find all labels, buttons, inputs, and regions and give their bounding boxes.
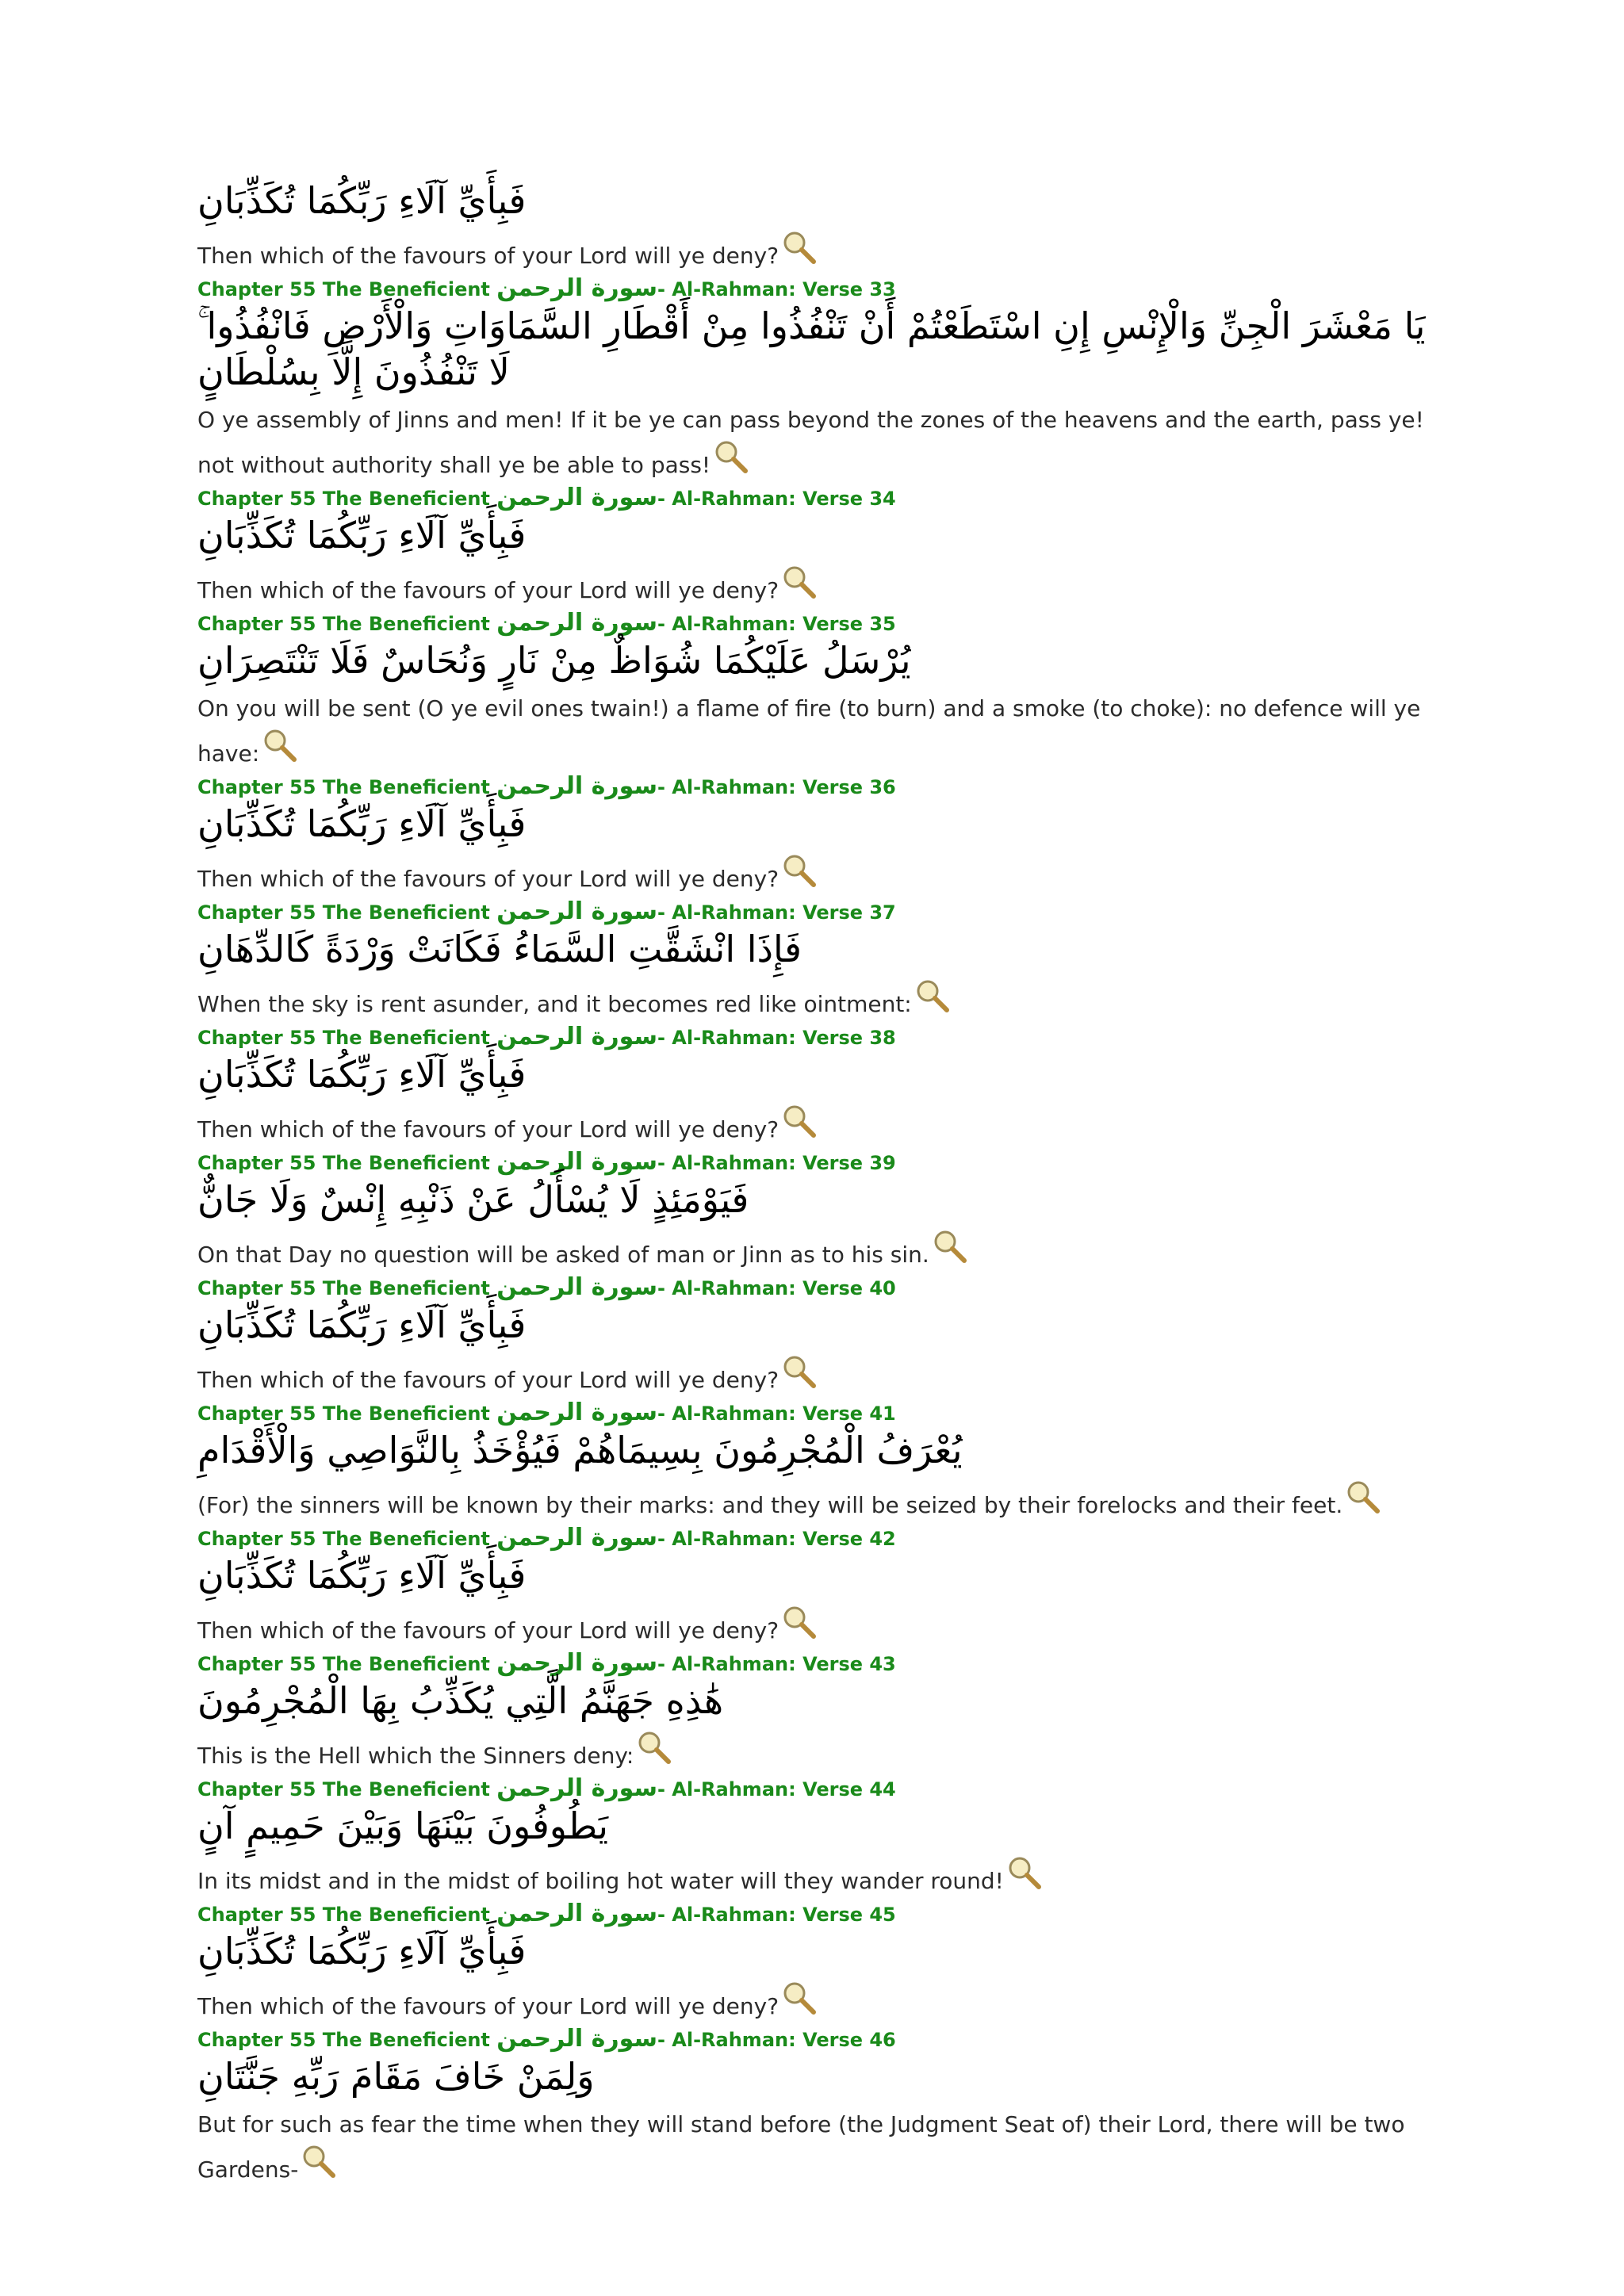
magnifier-icon[interactable] — [1346, 1479, 1381, 1514]
chapter-name-en: The Beneficient — [322, 1027, 490, 1049]
translation-text — [197, 978, 1434, 1024]
verse-word: Verse — [802, 1778, 863, 1800]
chapter-name-tr: Al-Rahman: — [672, 1402, 796, 1425]
magnifier-icon[interactable] — [637, 1730, 672, 1765]
translation-label: On you will be sent (O ye evil ones twain!) a flame of fire (to burn) and a smoke (to choke): no defence will ye have: — [197, 695, 1421, 767]
verse-word: Verse — [802, 776, 863, 798]
chapter-heading: Chapter 55 The Beneficient سورة الرحمن- Al-Rahman: Verse 44 — [197, 1774, 896, 1802]
chapter-heading: Chapter 55 The Beneficient سورة الرحمن- Al-Rahman: Verse 37 — [197, 897, 896, 925]
chapter-name-tr: Al-Rahman: — [672, 776, 796, 798]
arabic-text: يَطُوفُونَ بَيْنَهَا وَبَيْنَ حَمِيمٍ آنٍ — [197, 1804, 609, 1847]
chapter-number: 55 — [289, 488, 316, 510]
verse-word: Verse — [802, 901, 863, 924]
translation-text — [197, 1980, 1434, 2026]
translation-text — [197, 2106, 1434, 2189]
chapter-name-tr: Al-Rahman: — [672, 488, 796, 510]
translation-label: Then which of the favours of your Lord will ye deny? — [197, 1617, 779, 1644]
chapter-name-en: The Beneficient — [322, 278, 490, 300]
arabic-text: فَبِأَيِّ آلَاءِ رَبِّكُمَا تُكَذِّبَانِ — [197, 1554, 527, 1597]
verse-number: 45 — [869, 1904, 896, 1926]
verse-number: 40 — [869, 1277, 896, 1299]
chapter-name-ar: سورة الرحمن — [496, 1148, 657, 1176]
chapter-name-tr: Al-Rahman: — [672, 1904, 796, 1926]
translation-label: Then which of the favours of your Lord will ye deny? — [197, 1116, 779, 1142]
verse-number: 42 — [869, 1528, 896, 1550]
chapter-heading: Chapter 55 The Beneficient سورة الرحمن- Al-Rahman: Verse 40 — [197, 1273, 896, 1301]
verse-word: Verse — [802, 1277, 863, 1299]
magnifier-icon[interactable] — [262, 728, 297, 763]
chapter-heading: Chapter 55 The Beneficient سورة الرحمن- Al-Rahman: Verse 33 — [197, 274, 896, 302]
chapter-number: 55 — [289, 1904, 316, 1926]
verse-block — [197, 1650, 1434, 1775]
chapter-word: Chapter — [197, 1528, 283, 1550]
translation-text — [197, 401, 1434, 484]
chapter-heading: Chapter 55 The Beneficient سورة الرحمن- Al-Rahman: Verse 45 — [197, 1900, 896, 1927]
verse-word: Verse — [802, 1152, 863, 1174]
chapter-name-ar: سورة الرحمن — [496, 609, 657, 637]
arabic-text: فَبِأَيِّ آلَاءِ رَبِّكُمَا تُكَذِّبَانِ — [197, 1303, 527, 1346]
verse-number: 37 — [869, 901, 896, 924]
verse-word: Verse — [802, 2029, 863, 2051]
verse-number: 43 — [869, 1653, 896, 1675]
chapter-name-en: The Beneficient — [322, 1152, 490, 1174]
verse-block — [197, 1900, 1434, 2026]
verse-word: Verse — [802, 488, 863, 510]
chapter-name-tr: Al-Rahman: — [672, 1653, 796, 1675]
verse-block — [197, 1149, 1434, 1274]
translation-text — [197, 1479, 1434, 1525]
chapter-number: 55 — [289, 1277, 316, 1299]
chapter-name-ar: سورة الرحمن — [496, 897, 657, 925]
arabic-text: فَبِأَيِّ آلَاءِ رَبِّكُمَا تُكَذِّبَانِ — [197, 179, 527, 222]
verse-block — [197, 2026, 1434, 2189]
translation-label: On that Day no question will be asked of man or Jinn as to his sin. — [197, 1242, 929, 1268]
chapter-name-tr: Al-Rahman: — [672, 1778, 796, 1800]
chapter-number: 55 — [289, 1027, 316, 1049]
magnifier-icon[interactable] — [782, 1354, 817, 1389]
chapter-word: Chapter — [197, 1778, 283, 1800]
translation-label: Then which of the favours of your Lord will ye deny? — [197, 1993, 779, 2019]
chapter-number: 55 — [289, 776, 316, 798]
chapter-name-en: The Beneficient — [322, 1653, 490, 1675]
chapter-heading: Chapter 55 The Beneficient سورة الرحمن- Al-Rahman: Verse 35 — [197, 609, 896, 637]
chapter-name-ar: سورة الرحمن — [496, 1273, 657, 1301]
chapter-word: Chapter — [197, 1277, 283, 1299]
arabic-text: فَيَوْمَئِذٍ لَا يُسْأَلُ عَنْ ذَنْبِهِ إِنْسٌ وَلَا جَانٌّ — [197, 1178, 749, 1221]
magnifier-icon[interactable] — [782, 564, 817, 599]
translation-label: Then which of the favours of your Lord will ye deny? — [197, 866, 779, 892]
chapter-word: Chapter — [197, 776, 283, 798]
arabic-text: فَبِأَيِّ آلَاءِ رَبِّكُمَا تُكَذِّبَانِ — [197, 514, 527, 557]
chapter-name-ar: سورة الرحمن — [496, 1900, 657, 1927]
verse-number: 39 — [869, 1152, 896, 1174]
verse-block — [197, 484, 1434, 610]
chapter-heading: Chapter 55 The Beneficient سورة الرحمن- Al-Rahman: Verse 42 — [197, 1524, 896, 1552]
chapter-name-tr: Al-Rahman: — [672, 1027, 796, 1049]
chapter-name-tr: Al-Rahman: — [672, 901, 796, 924]
verse-block — [197, 1399, 1434, 1525]
arabic-text: فَإِذَا انْشَقَّتِ السَّمَاءُ فَكَانَتْ وَرْدَةً كَالدِّهَانِ — [197, 928, 802, 970]
translation-label: Then which of the favours of your Lord will ye deny? — [197, 577, 779, 603]
translation-text — [197, 564, 1434, 610]
translation-label: But for such as fear the time when they will stand before (the Judgment Seat of) their Lord, there will be two Gardens- — [197, 2111, 1405, 2183]
chapter-name-ar: سورة الرحمن — [496, 274, 657, 302]
chapter-name-en: The Beneficient — [322, 2029, 490, 2051]
magnifier-icon[interactable] — [915, 978, 950, 1013]
verse-block — [197, 898, 1434, 1024]
chapter-name-ar: سورة الرحمن — [496, 484, 657, 511]
chapter-word: Chapter — [197, 2029, 283, 2051]
chapter-heading: Chapter 55 The Beneficient سورة الرحمن- Al-Rahman: Verse 38 — [197, 1023, 896, 1050]
arabic-text: يُرْسَلُ عَلَيْكُمَا شُوَاظٌ مِنْ نَارٍ وَنُحَاسٌ فَلَا تَنْتَصِرَانِ — [197, 639, 911, 682]
chapter-name-ar: سورة الرحمن — [496, 1023, 657, 1050]
verse-word: Verse — [802, 1027, 863, 1049]
translation-text — [197, 690, 1434, 773]
verse-block — [197, 610, 1434, 773]
verse-block — [197, 1775, 1434, 1900]
chapter-name-en: The Beneficient — [322, 1528, 490, 1550]
chapter-name-ar: سورة الرحمن — [496, 1399, 657, 1426]
arabic-text: فَبِأَيِّ آلَاءِ رَبِّكُمَا تُكَذِّبَانِ — [197, 802, 527, 845]
chapter-word: Chapter — [197, 488, 283, 510]
chapter-name-en: The Beneficient — [322, 613, 490, 635]
arabic-text: هَٰذِهِ جَهَنَّمُ الَّتِي يُكَذِّبُ بِهَا الْمُجْرِمُونَ — [197, 1679, 724, 1722]
translation-text — [197, 1855, 1434, 1900]
chapter-name-tr: Al-Rahman: — [672, 1528, 796, 1550]
translation-text — [197, 853, 1434, 898]
verse-block — [197, 1525, 1434, 1650]
arabic-text: يَا مَعْشَرَ الْجِنِّ وَالْإِنْسِ إِنِ اسْتَطَعْتُمْ أَنْ تَنْفُذُوا مِنْ أَقْطَارِ السَّمَاوَاتِ وَالْأَرْضِ فَانْفُذُوا ۚ لَا تَنْفُذُونَ إِلَّا بِسُلْطَانٍ — [197, 304, 1426, 393]
chapter-name-en: The Beneficient — [322, 1778, 490, 1800]
verse-block — [197, 773, 1434, 898]
chapter-word: Chapter — [197, 1402, 283, 1425]
arabic-text: فَبِأَيِّ آلَاءِ رَبِّكُمَا تُكَذِّبَانِ — [197, 1053, 527, 1096]
chapter-number: 55 — [289, 1402, 316, 1425]
chapter-name-ar: سورة الرحمن — [496, 1774, 657, 1802]
translation-text — [197, 1354, 1434, 1399]
chapter-word: Chapter — [197, 901, 283, 924]
chapter-name-tr: Al-Rahman: — [672, 1277, 796, 1299]
verse-number: 33 — [869, 278, 896, 300]
chapter-heading: Chapter 55 The Beneficient سورة الرحمن- Al-Rahman: Verse 41 — [197, 1399, 896, 1426]
chapter-name-ar: سورة الرحمن — [496, 2025, 657, 2053]
translation-text — [197, 1605, 1434, 1650]
translation-label: Then which of the favours of your Lord will ye deny? — [197, 1367, 779, 1393]
chapter-name-ar: سورة الرحمن — [496, 1524, 657, 1552]
verse-word: Verse — [802, 1904, 863, 1926]
translation-label: This is the Hell which the Sinners deny: — [197, 1743, 634, 1769]
chapter-name-tr: Al-Rahman: — [672, 1152, 796, 1174]
chapter-number: 55 — [289, 2029, 316, 2051]
chapter-heading: Chapter 55 The Beneficient سورة الرحمن- Al-Rahman: Verse 43 — [197, 1649, 896, 1677]
chapter-number: 55 — [289, 901, 316, 924]
magnifier-icon[interactable] — [782, 1104, 817, 1138]
verse-block-first — [197, 178, 1434, 275]
verse-number: 36 — [869, 776, 896, 798]
verse-number: 35 — [869, 613, 896, 635]
magnifier-icon[interactable] — [782, 1605, 817, 1640]
chapter-word: Chapter — [197, 1152, 283, 1174]
chapter-number: 55 — [289, 1528, 316, 1550]
chapter-name-ar: سورة الرحمن — [496, 1649, 657, 1677]
verse-list — [197, 178, 1434, 2189]
verse-number: 34 — [869, 488, 896, 510]
verse-word: Verse — [802, 1528, 863, 1550]
verse-number: 38 — [869, 1027, 896, 1049]
magnifier-icon[interactable] — [933, 1229, 967, 1264]
translation-label: Then which of the favours of your Lord will ye deny? — [197, 243, 779, 269]
chapter-number: 55 — [289, 1778, 316, 1800]
verse-block — [197, 1274, 1434, 1399]
verse-word: Verse — [802, 1653, 863, 1675]
arabic-text: يُعْرَفُ الْمُجْرِمُونَ بِسِيمَاهُمْ فَيُؤْخَذُ بِالنَّوَاصِي وَالْأَقْدَامِ — [197, 1429, 963, 1471]
chapter-word: Chapter — [197, 278, 283, 300]
chapter-word: Chapter — [197, 1904, 283, 1926]
chapter-name-tr: Al-Rahman: — [672, 2029, 796, 2051]
verse-block — [197, 1024, 1434, 1149]
magnifier-icon[interactable] — [714, 439, 749, 474]
translation-label: When the sky is rent asunder, and it becomes red like ointment: — [197, 991, 912, 1017]
chapter-heading: Chapter 55 The Beneficient سورة الرحمن- Al-Rahman: Verse 34 — [197, 484, 896, 511]
chapter-heading: Chapter 55 The Beneficient سورة الرحمن- Al-Rahman: Verse 39 — [197, 1148, 896, 1176]
verse-number: 41 — [869, 1402, 896, 1425]
arabic-text: فَبِأَيِّ آلَاءِ رَبِّكُمَا تُكَذِّبَانِ — [197, 1930, 527, 1973]
chapter-name-en: The Beneficient — [322, 776, 490, 798]
verse-word: Verse — [802, 278, 863, 300]
translation-text — [197, 1104, 1434, 1149]
chapter-word: Chapter — [197, 613, 283, 635]
magnifier-icon[interactable] — [301, 2144, 336, 2179]
magnifier-icon[interactable] — [782, 853, 817, 888]
verse-number: 46 — [869, 2029, 896, 2051]
chapter-name-en: The Beneficient — [322, 1402, 490, 1425]
magnifier-icon[interactable] — [1007, 1855, 1042, 1890]
translation-text — [197, 1229, 1434, 1274]
chapter-heading: Chapter 55 The Beneficient سورة الرحمن- Al-Rahman: Verse 36 — [197, 772, 896, 800]
chapter-number: 55 — [289, 278, 316, 300]
translation-text — [197, 230, 1434, 275]
translation-label: O ye assembly of Jinns and men! If it be ye can pass beyond the zones of the heavens and the earth, pass ye! not without authority shall ye be able to pass! — [197, 407, 1424, 478]
chapter-word: Chapter — [197, 1653, 283, 1675]
chapter-name-en: The Beneficient — [322, 1904, 490, 1926]
chapter-heading: Chapter 55 The Beneficient سورة الرحمن- Al-Rahman: Verse 46 — [197, 2025, 896, 2053]
magnifier-icon[interactable] — [782, 230, 817, 265]
translation-text — [197, 1730, 1434, 1775]
chapter-name-en: The Beneficient — [322, 1277, 490, 1299]
verse-number: 44 — [869, 1778, 896, 1800]
translation-label: (For) the sinners will be known by their marks: and they will be seized by their forelocks and their feet. — [197, 1492, 1343, 1518]
verse-word: Verse — [802, 1402, 863, 1425]
chapter-number: 55 — [289, 613, 316, 635]
chapter-name-en: The Beneficient — [322, 901, 490, 924]
verse-word: Verse — [802, 613, 863, 635]
chapter-name-tr: Al-Rahman: — [672, 278, 796, 300]
chapter-name-ar: سورة الرحمن — [496, 772, 657, 800]
chapter-name-tr: Al-Rahman: — [672, 613, 796, 635]
chapter-word: Chapter — [197, 1027, 283, 1049]
magnifier-icon[interactable] — [782, 1980, 817, 2015]
chapter-number: 55 — [289, 1152, 316, 1174]
chapter-name-en: The Beneficient — [322, 488, 490, 510]
chapter-number: 55 — [289, 1653, 316, 1675]
verse-block — [197, 275, 1434, 484]
translation-label: In its midst and in the midst of boiling hot water will they wander round! — [197, 1868, 1004, 1894]
arabic-text: وَلِمَنْ خَافَ مَقَامَ رَبِّهِ جَنَّتَانِ — [197, 2055, 595, 2098]
